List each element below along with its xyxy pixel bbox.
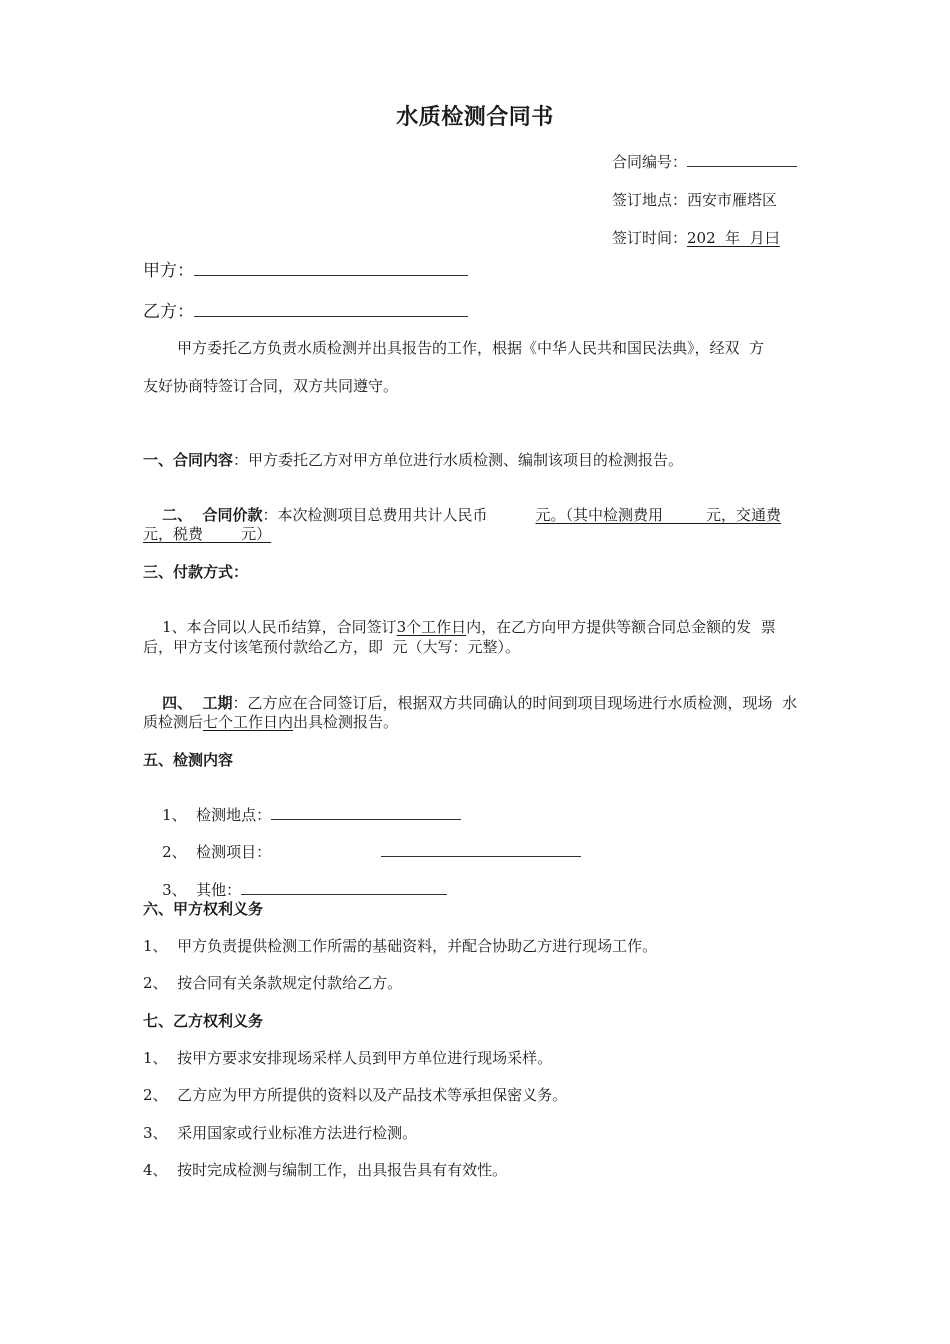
section-6-item-1: 1、 甲方负责提供检测工作所需的基础资料，并配合协助乙方进行现场工作。	[143, 937, 658, 955]
intro-line-2: 友好协商特签订合同，双方共同遵守。	[143, 377, 399, 395]
intro-line-1: 甲方委托乙方负责水质检测并出具报告的工作，根据《中华人民共和国民法典》，经双 方	[177, 339, 765, 357]
sign-place-label: 签订地点：	[612, 191, 688, 209]
section-6-heading: 六、甲方权利义务	[143, 900, 264, 918]
section-5-heading: 五、检测内容	[143, 751, 234, 769]
contract-number-blank	[687, 165, 797, 167]
section-2-tax-line: 元，税费 元）	[143, 525, 272, 543]
party-a-row	[143, 256, 468, 281]
sign-place-value: 西安市雁塔区	[687, 191, 778, 209]
section-3-text-b: 内，在乙方向甲方提供等额合同总金额的发 票	[466, 618, 776, 636]
party-b-row	[143, 297, 468, 322]
sign-time-row	[612, 227, 780, 248]
sign-place-row	[612, 189, 777, 210]
sign-time-label: 签订时间：	[612, 229, 688, 247]
section-6-item-2: 2、 按合同有关条款规定付款给乙方。	[143, 974, 403, 992]
section-4-heading: 四、 工期	[162, 694, 233, 712]
section-3-paragraph-line-2: 后，甲方支付该笔预付款给乙方，即 元（大写：元整）。	[143, 638, 521, 656]
party-a-blank	[194, 274, 468, 276]
sign-time-value: 202 年 月曰	[687, 229, 780, 247]
party-b-label: 乙方：	[143, 302, 194, 322]
party-b-blank	[194, 315, 468, 317]
document-title: 水质检测合同书	[396, 105, 554, 130]
section-2-underlined-amounts: 元。（其中检测费用 元，交通费	[535, 506, 781, 524]
section-5-item-3-label: 3、 其他：	[162, 881, 242, 899]
section-4-text-b: 出具检测报告。	[293, 713, 399, 731]
section-4-line-2	[143, 711, 823, 732]
other-blank	[241, 893, 447, 895]
section-1	[143, 449, 823, 470]
test-items-blank	[381, 855, 581, 857]
section-7-item-2: 2、 乙方应为甲方所提供的资料以及产品技术等承担保密义务。	[143, 1086, 568, 1104]
section-3-heading: 三、付款方式：	[143, 563, 249, 581]
contract-number-label: 合同编号：	[612, 153, 688, 171]
section-2-heading: 二、 合同价款	[162, 506, 263, 524]
section-4-deadline: 七个工作日内	[203, 713, 294, 731]
section-2-text: ：本次检测项目总费用共计人民币	[262, 506, 488, 524]
section-2-line-2	[143, 523, 823, 544]
section-7-item-4: 4、 按时完成检测与编制工作，出具报告具有有效性。	[143, 1161, 508, 1179]
section-1-text: ：甲方委托乙方对甲方单位进行水质检测、编制该项目的检测报告。	[233, 451, 684, 469]
section-1-heading: 一、合同内容	[143, 451, 234, 469]
section-7-item-1: 1、 按甲方要求安排现场采样人员到甲方单位进行现场采样。	[143, 1049, 553, 1067]
section-7-heading: 七、乙方权利义务	[143, 1012, 264, 1030]
section-3-workdays: 3个工作日	[396, 618, 467, 636]
section-4-text: ：乙方应在合同签订后，根据双方共同确认的时间到项目现场进行水质检测，现场 水	[232, 694, 798, 712]
section-5-item-2-label: 2、 检测项目：	[162, 843, 272, 861]
contract-number-row	[612, 151, 797, 172]
party-a-label: 甲方：	[143, 261, 194, 281]
test-location-blank	[271, 818, 461, 820]
section-7-item-3: 3、 采用国家或行业标准方法进行检测。	[143, 1124, 418, 1142]
section-4-text-a: 质检测后	[143, 713, 204, 731]
section-5-item-1-label: 1、 检测地点：	[162, 806, 272, 824]
section-3-text-a: 1、本合同以人民币结算，合同签订	[162, 618, 397, 636]
